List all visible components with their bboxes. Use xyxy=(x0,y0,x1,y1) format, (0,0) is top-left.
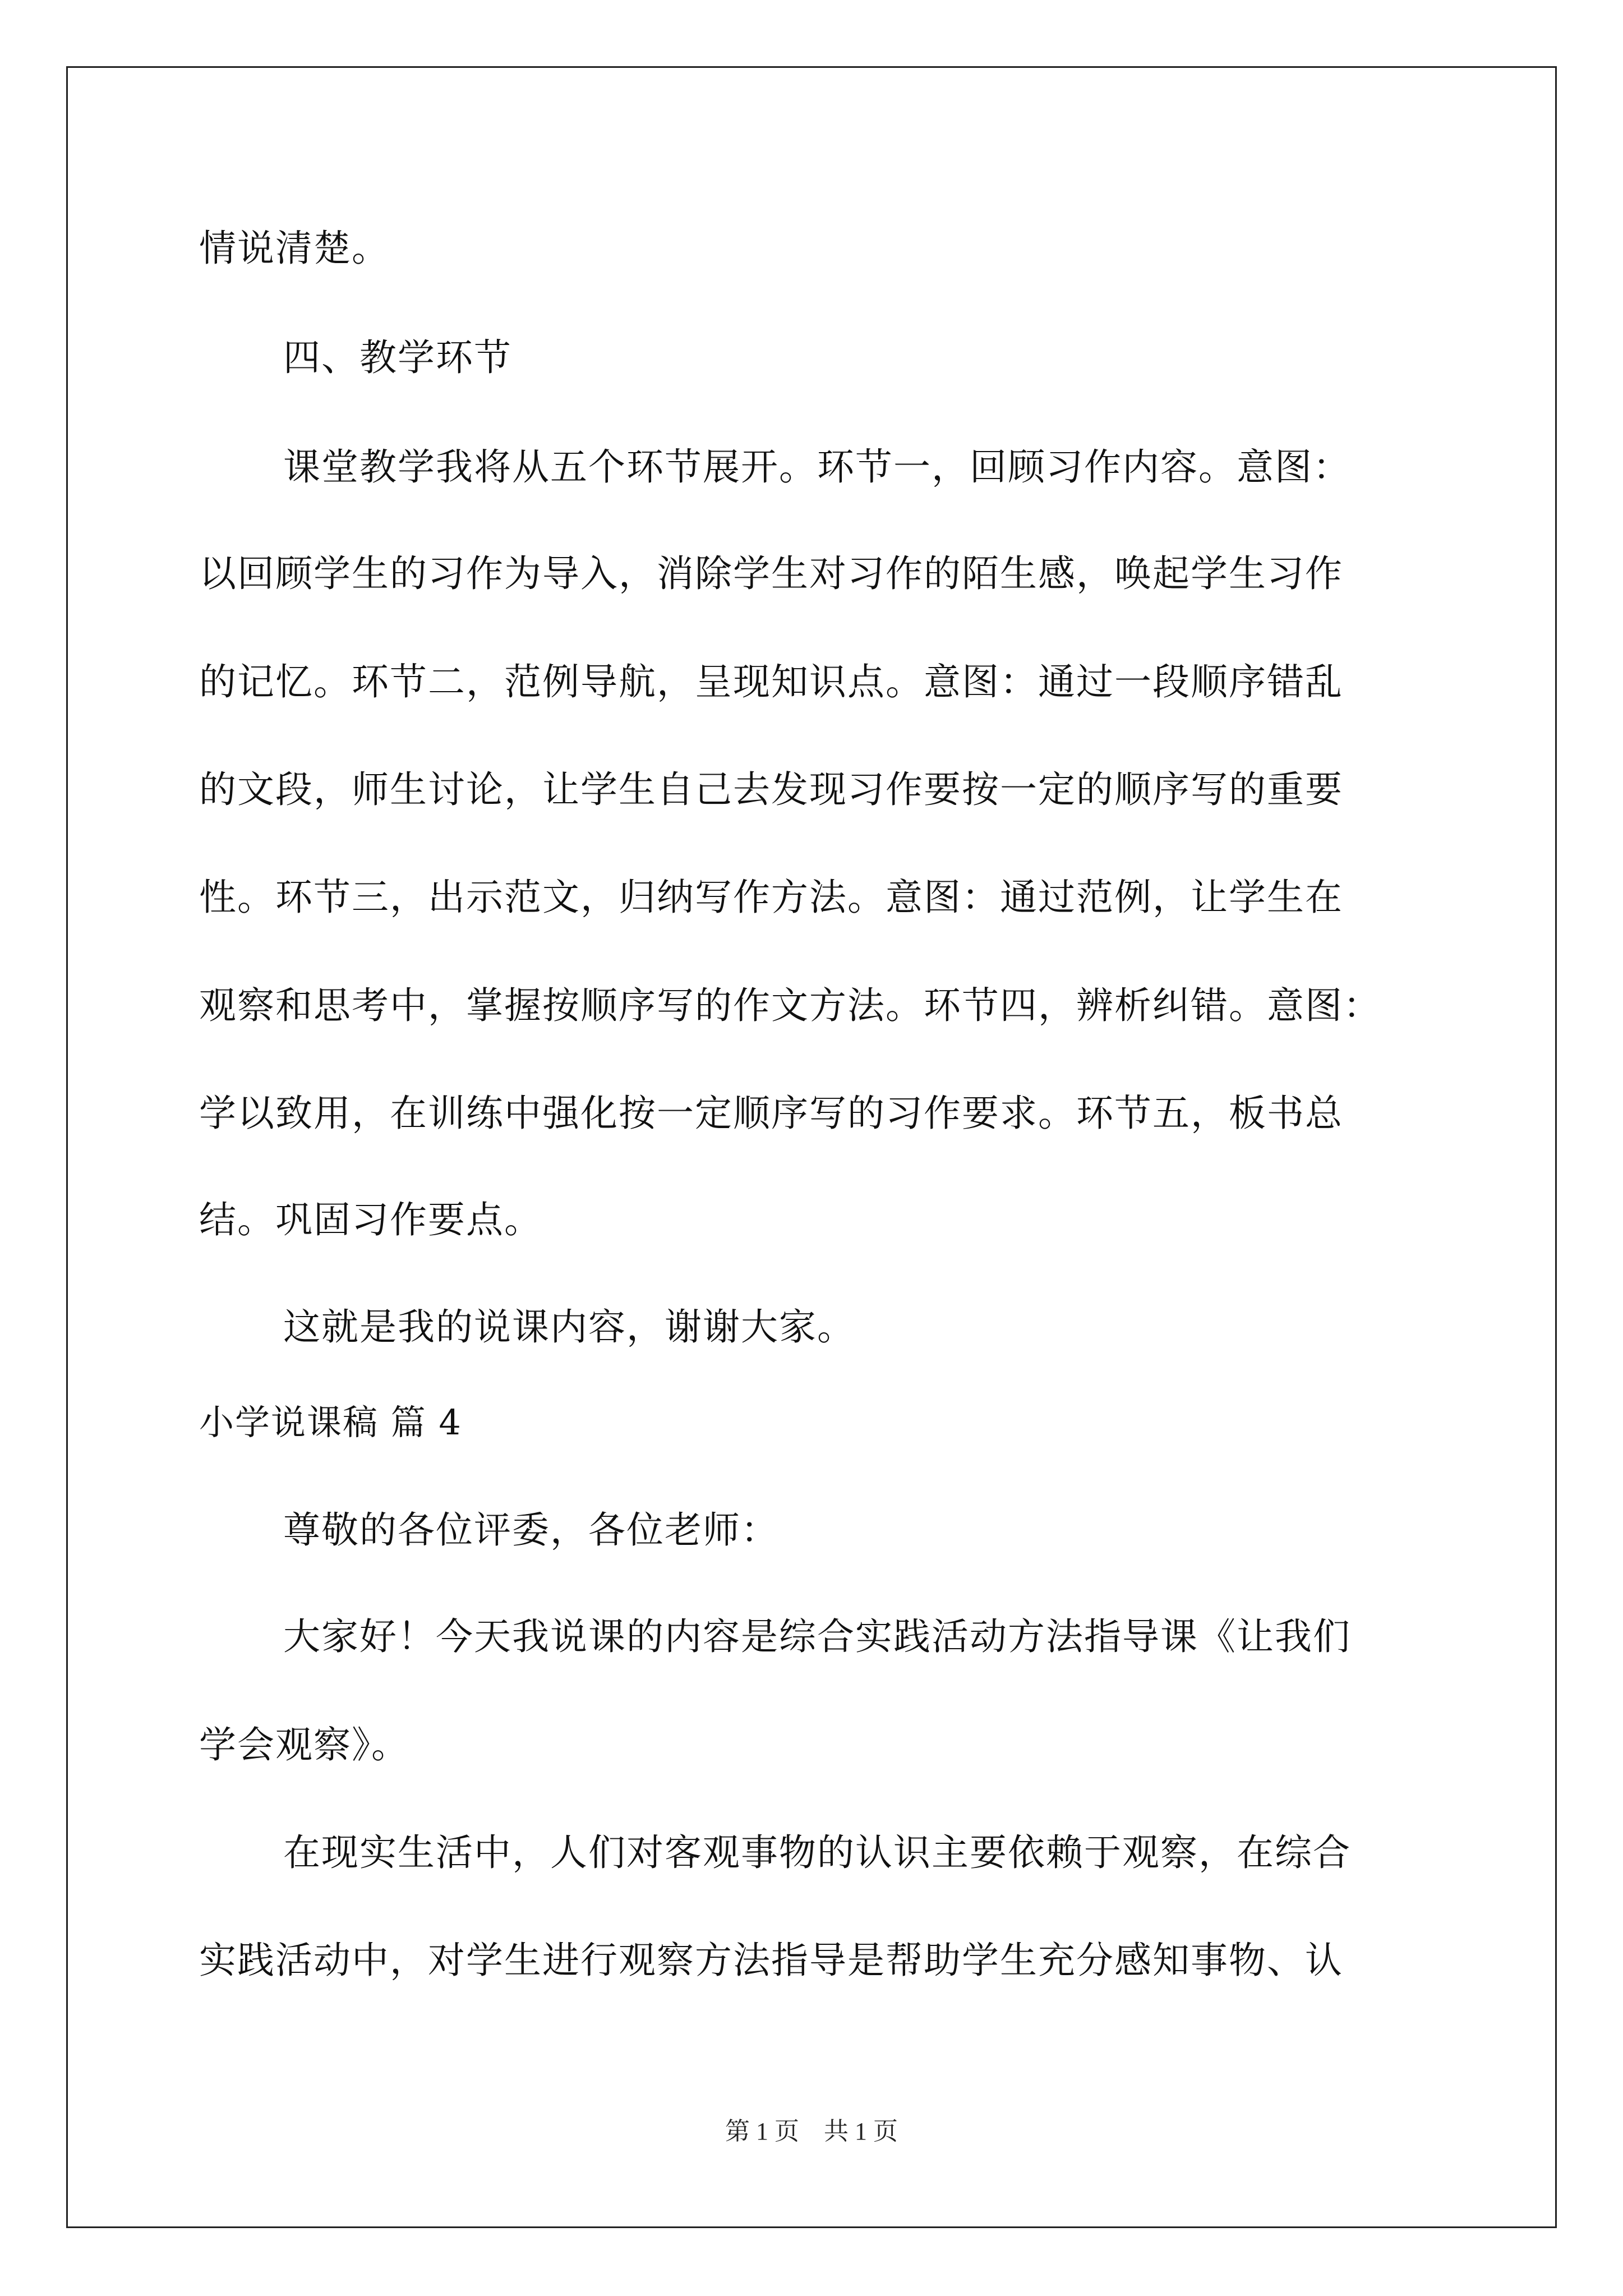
page-border xyxy=(66,66,1557,2228)
section-heading: 四、教学环节 xyxy=(283,336,512,379)
paragraph-line: 的记忆。环节二，范例导航，呈现知识点。意图：通过一段顺序错乱 xyxy=(199,660,1343,703)
paragraph-line: 实践活动中，对学生进行观察方法指导是帮助学生充分感知事物、认 xyxy=(199,1939,1343,1982)
paragraph-line: 大家好！今天我说课的内容是综合实践活动方法指导课《让我们 xyxy=(283,1615,1351,1658)
paragraph-line: 的文段，师生讨论，让学生自己去发现习作要按一定的顺序写的重要 xyxy=(199,768,1343,811)
article-title: 小学说课稿 篇 4 xyxy=(199,1402,462,1443)
paragraph-line: 课堂教学我将从五个环节展开。环节一，回顾习作内容。意图： xyxy=(283,445,1351,489)
paragraph-line: 这就是我的说课内容，谢谢大家。 xyxy=(283,1305,855,1349)
paragraph-line: 在现实生活中，人们对客观事物的认识主要依赖于观察，在综合 xyxy=(283,1831,1351,1874)
paragraph-line: 尊敬的各位评委，各位老师： xyxy=(283,1508,779,1552)
paragraph-line: 学以致用，在训练中强化按一定顺序写的习作要求。环节五，板书总 xyxy=(199,1092,1343,1135)
paragraph-line: 情说清楚。 xyxy=(199,227,390,270)
paragraph-line: 结。巩固习作要点。 xyxy=(199,1198,542,1241)
paragraph-line: 以回顾学生的习作为导入，消除学生对习作的陌生感，唤起学生习作 xyxy=(199,552,1343,595)
paragraph-line: 学会观察》。 xyxy=(199,1723,409,1766)
page-footer: 第 1 页 共 1 页 xyxy=(725,2118,898,2145)
paragraph-line: 性。环节三，出示范文，归纳写作方法。意图：通过范例，让学生在 xyxy=(199,876,1343,919)
paragraph-line: 观察和思考中，掌握按顺序写的作文方法。环节四，辨析纠错。意图： xyxy=(199,984,1381,1027)
